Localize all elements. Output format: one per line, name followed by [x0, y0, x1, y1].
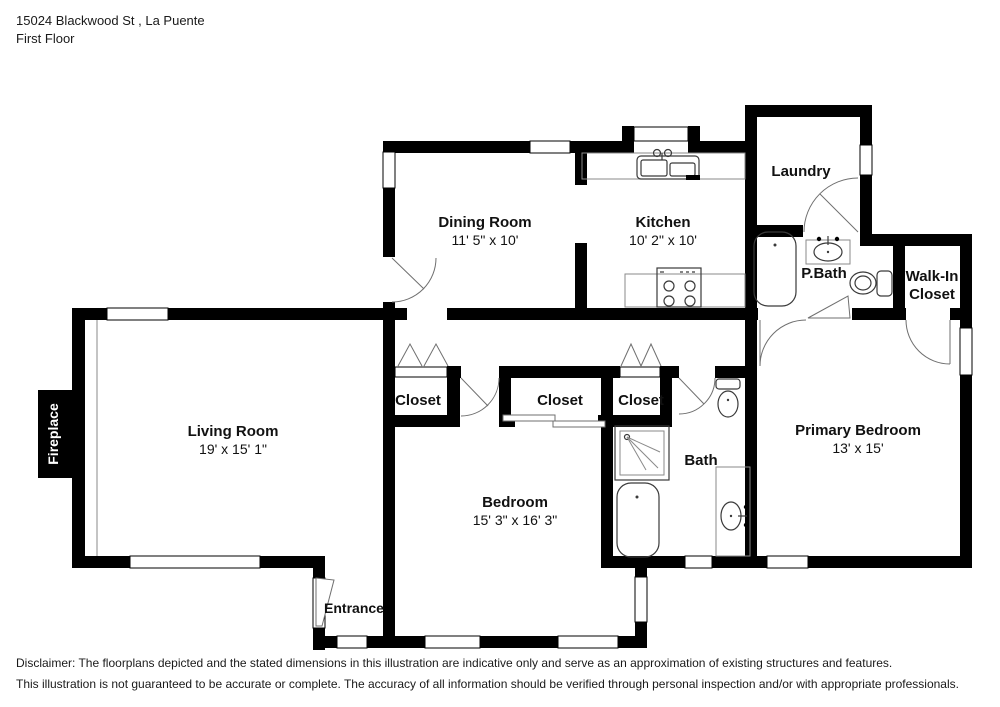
- closet1-label: Closet: [395, 392, 441, 409]
- bath-label: Bath: [684, 452, 718, 469]
- bedroom-side-window: [635, 577, 647, 622]
- bedroom-label: Bedroom: [482, 494, 548, 511]
- living-room-label: Living Room: [187, 423, 279, 440]
- closet2-slider-icon: [553, 421, 605, 427]
- primary-bedroom-dims: 13' x 15': [832, 440, 884, 456]
- closet2-slider-icon: [503, 415, 555, 421]
- address-line: 15024 Blackwood St , La Puente: [16, 13, 205, 28]
- primary-side-window: [960, 328, 972, 375]
- kitchen-dims: 10' 2" x 10': [629, 232, 697, 248]
- closet3-bifold-icon: [641, 344, 661, 366]
- kitchen-label: Kitchen: [635, 214, 691, 231]
- disclaimer: [16, 653, 959, 695]
- dining-room-dims: 11' 5" x 10': [451, 232, 519, 248]
- dining-top-window: [530, 141, 570, 153]
- living-top-window: [107, 308, 168, 320]
- closet2-label: Closet: [537, 392, 583, 409]
- closet1-opening: [395, 367, 447, 377]
- walkin-label-line2: Closet: [909, 286, 955, 303]
- laundry-door-leaf: [820, 194, 858, 232]
- walkin-door-arc: [906, 320, 950, 364]
- pbath-tub-icon: [754, 232, 796, 306]
- entrance-window: [337, 636, 367, 648]
- dining-room-label: Dining Room: [438, 214, 532, 231]
- bath-toilet-icon: [716, 379, 740, 417]
- dining-left-window: [383, 152, 395, 188]
- dishwasher-icon: [686, 175, 700, 180]
- bedroom-window-2: [558, 636, 618, 648]
- bedroom-dims: 15' 3" x 16' 3": [472, 512, 558, 528]
- closet3-opening: [620, 367, 660, 377]
- pbath-vanity-icon: [806, 236, 850, 264]
- kitchen-counter-top: [582, 153, 745, 179]
- laundry-window: [860, 145, 872, 175]
- floor-line: First Floor: [16, 31, 75, 46]
- living-room-dims: 19' x 15' 1": [199, 441, 267, 457]
- bedroom-door-leaf: [461, 378, 488, 406]
- pbath-toilet-icon: [850, 271, 892, 296]
- laundry-label: Laundry: [771, 163, 831, 180]
- fireplace-label: Fireplace: [45, 403, 61, 465]
- primary-bedroom-label: Primary Bedroom: [795, 422, 921, 439]
- kitchen-sink-icon: [637, 150, 699, 180]
- windows: [107, 127, 972, 648]
- dining-door-leaf: [392, 258, 424, 289]
- pbath-label: P.Bath: [801, 265, 847, 282]
- shower-icon: [615, 426, 669, 480]
- walkin-label-line1: Walk-In: [905, 268, 959, 285]
- closet3-bifold-icon: [621, 344, 641, 366]
- bedroom-window-1: [425, 636, 480, 648]
- bath-door-leaf: [679, 378, 704, 404]
- primary-door-arc: [760, 320, 806, 366]
- living-bottom-window: [130, 556, 260, 568]
- entrance-label: Entrance: [324, 600, 384, 616]
- closet3-label: Closet: [618, 392, 664, 409]
- disclaimer-line1: Disclaimer: The floorplans depicted and the stated dimensions in this illustration are indicative only and serve as an approximation of existing structures and features.: [16, 656, 893, 670]
- bath-bottom-window: [685, 556, 712, 568]
- disclaimer-line2: This illustration is not guaranteed to be accurate or complete. The accuracy of all information should be verified through personal inspection and/or with appropriate professionals.: [16, 677, 959, 691]
- bath-tub-icon: [617, 483, 659, 557]
- bath-vanity-icon: [716, 467, 750, 556]
- kitchen-nook-window: [634, 127, 688, 141]
- closet1-bifold-icon: [398, 344, 422, 366]
- closet1-bifold-icon: [424, 344, 448, 366]
- pbath-door-leaf: [808, 296, 850, 318]
- primary-bottom-window: [767, 556, 808, 568]
